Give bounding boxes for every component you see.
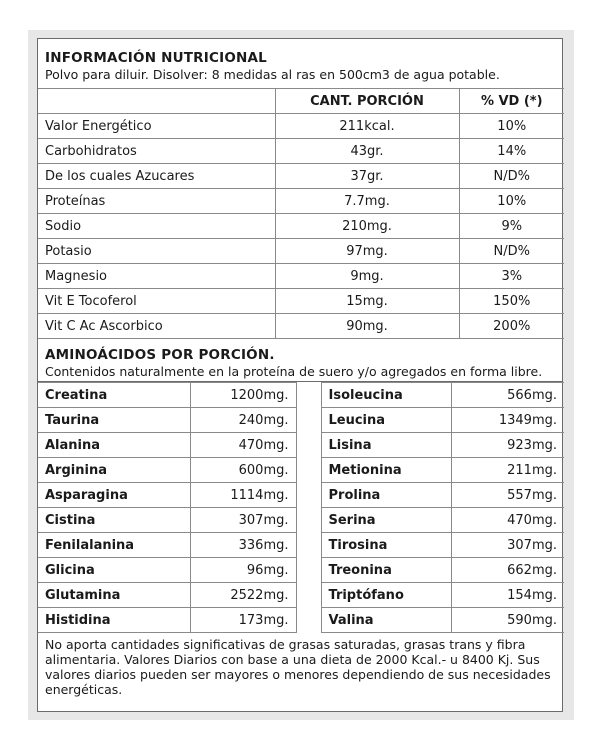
amino-value: 662mg. [451,558,564,583]
nutrient-vd: 10% [459,114,564,139]
amino-name: Valina [321,608,451,633]
amino-name: Treonina [321,558,451,583]
amino-name: Leucina [321,408,451,433]
amino-name: Creatina [38,383,190,408]
nutrition-subtitle: Polvo para diluir. Disolver: 8 medidas al ras en 500cm3 de agua potable. [45,67,500,82]
amino-value: 1200mg. [190,383,296,408]
amino-value: 470mg. [451,508,564,533]
nutrient-name: Potasio [38,239,275,264]
nutrient-name: De los cuales Azucares [38,164,275,189]
nutrient-vd: N/D% [459,239,564,264]
footnote: No aporta cantidades significativas de grasas saturadas, grasas trans y fibra alimentaria. Valores Diarios con base a una dieta de 2000 Kcal.- u 8400 Kj. Sus valores diarios pueden ser mayores o menores dependiendo de sus necesidades energéticas. [45,637,551,697]
amino-spacer [296,383,321,408]
amino-name: Triptófano [321,583,451,608]
amino-value: 923mg. [451,433,564,458]
amino-subtitle: Contenidos naturalmente en la proteína de suero y/o agregados en forma libre. [45,364,543,379]
amino-row [38,433,564,458]
portion-column-header: CANT. PORCIÓN [275,89,459,114]
nutrient-vd: 9% [459,214,564,239]
amino-title: AMINOÁCIDOS POR PORCIÓN. [45,347,275,363]
amino-name: Histidina [38,608,190,633]
nutrition-column-headers [38,89,564,114]
amino-value: 307mg. [451,533,564,558]
amino-name: Arginina [38,458,190,483]
amino-row [38,383,564,408]
nutrition-title: INFORMACIÓN NUTRICIONAL [45,50,267,66]
nutrient-amount: 210mg. [275,214,459,239]
amino-row [38,533,564,558]
nutrient-name: Vit E Tocoferol [38,289,275,314]
nutrition-row [38,164,564,189]
nutrient-vd: 14% [459,139,564,164]
amino-name: Lisina [321,433,451,458]
amino-value: 240mg. [190,408,296,433]
nutrient-vd: N/D% [459,164,564,189]
amino-row [38,408,564,433]
amino-table [38,382,564,633]
amino-spacer [296,558,321,583]
nutrient-vd: 200% [459,314,564,339]
nutrition-label [37,38,563,712]
nutrient-amount: 37gr. [275,164,459,189]
amino-spacer [296,458,321,483]
amino-name: Prolina [321,483,451,508]
amino-value: 1349mg. [451,408,564,433]
nutrition-row [38,189,564,214]
nutrition-row [38,239,564,264]
amino-value: 336mg. [190,533,296,558]
amino-value: 173mg. [190,608,296,633]
nutrient-amount: 211kcal. [275,114,459,139]
amino-spacer [296,533,321,558]
amino-value: 1114mg. [190,483,296,508]
nutrient-vd: 10% [459,189,564,214]
nutrient-amount: 97mg. [275,239,459,264]
nutrition-row [38,314,564,339]
amino-row [38,458,564,483]
nutrient-amount: 15mg. [275,289,459,314]
amino-name: Glutamina [38,583,190,608]
amino-spacer [296,483,321,508]
amino-name: Tirosina [321,533,451,558]
vd-column-header: % VD (*) [459,89,564,114]
nutrition-row [38,214,564,239]
amino-value: 96mg. [190,558,296,583]
nutrient-name: Vit C Ac Ascorbico [38,314,275,339]
amino-value: 470mg. [190,433,296,458]
nutrition-header [38,39,562,89]
amino-name: Taurina [38,408,190,433]
amino-name: Cistina [38,508,190,533]
nutrient-amount: 7.7mg. [275,189,459,214]
amino-row [38,608,564,633]
nutrition-row [38,289,564,314]
nutrient-amount: 90mg. [275,314,459,339]
amino-value: 557mg. [451,483,564,508]
nutrient-vd: 150% [459,289,564,314]
amino-header [38,340,562,382]
amino-spacer [296,608,321,633]
nutrient-name: Sodio [38,214,275,239]
amino-name: Metionina [321,458,451,483]
amino-name: Serina [321,508,451,533]
nutrient-name: Magnesio [38,264,275,289]
amino-value: 2522mg. [190,583,296,608]
amino-value: 211mg. [451,458,564,483]
amino-value: 566mg. [451,383,564,408]
amino-name: Fenilalanina [38,533,190,558]
amino-name: Alanina [38,433,190,458]
nutrition-row [38,264,564,289]
nutrient-amount: 43gr. [275,139,459,164]
amino-name: Isoleucina [321,383,451,408]
nutrient-vd: 3% [459,264,564,289]
nutrient-name: Valor Energético [38,114,275,139]
amino-spacer [296,583,321,608]
amino-row [38,508,564,533]
amino-row [38,558,564,583]
nutrient-column-header [38,89,275,114]
nutrient-name: Proteínas [38,189,275,214]
amino-row [38,583,564,608]
amino-name: Glicina [38,558,190,583]
amino-value: 600mg. [190,458,296,483]
amino-value: 590mg. [451,608,564,633]
amino-row [38,483,564,508]
nutrition-row [38,139,564,164]
amino-spacer [296,433,321,458]
amino-value: 307mg. [190,508,296,533]
amino-spacer [296,508,321,533]
amino-name: Asparagina [38,483,190,508]
nutrition-row [38,114,564,139]
amino-spacer [296,408,321,433]
nutrient-name: Carbohidratos [38,139,275,164]
nutrition-table [38,88,564,339]
nutrient-amount: 9mg. [275,264,459,289]
amino-value: 154mg. [451,583,564,608]
